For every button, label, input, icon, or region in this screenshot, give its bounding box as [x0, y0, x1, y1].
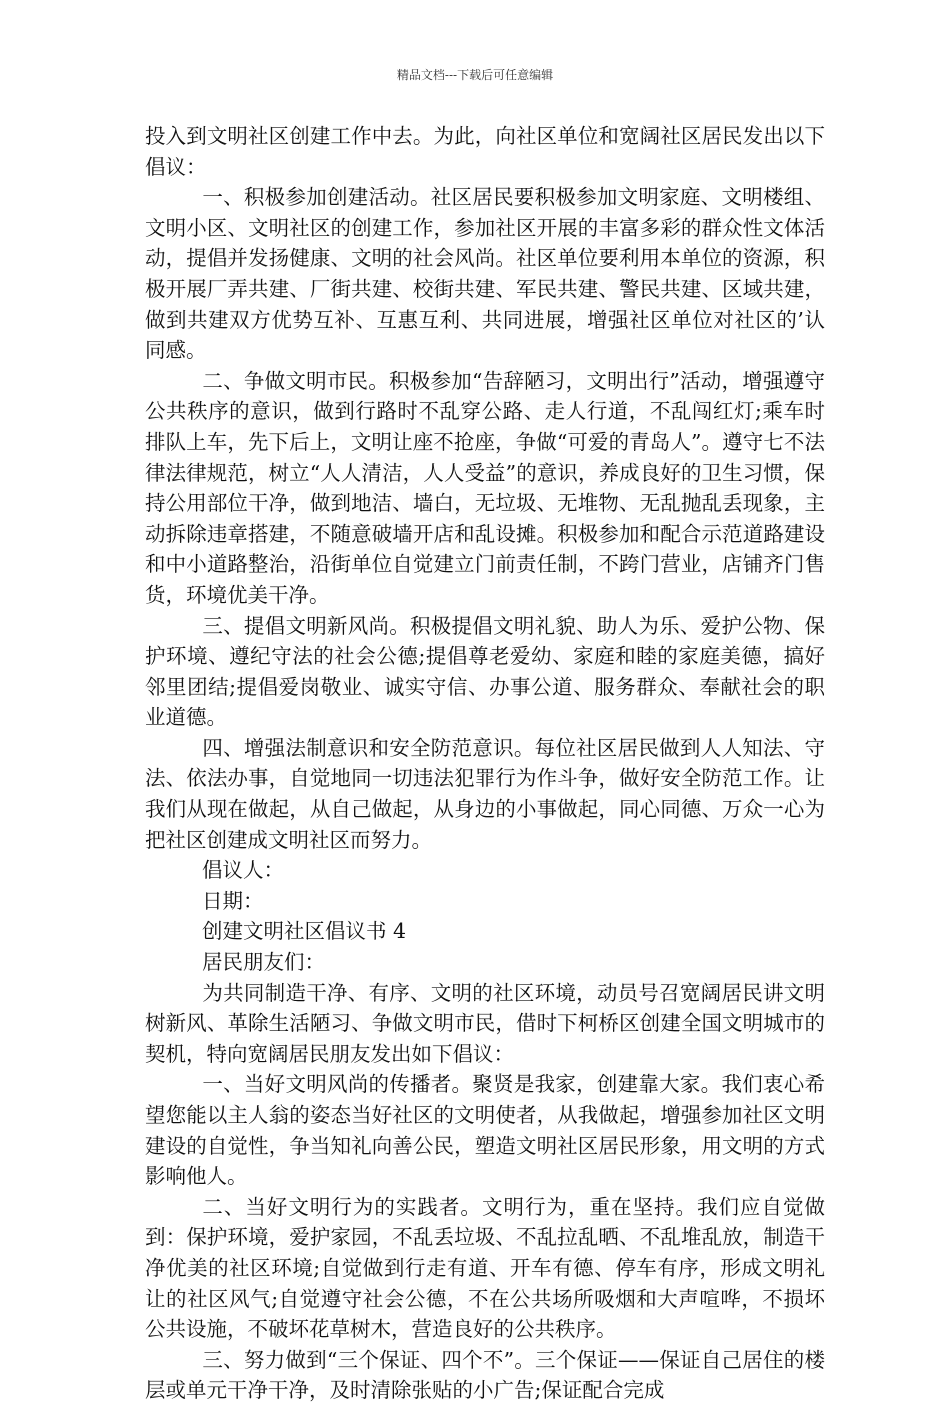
page-header: 精品文档---下载后可任意编辑: [396, 68, 554, 82]
paragraph: 投入到文明社区创建工作中去。为此，向社区单位和宽阔社区居民发出以下倡议：: [145, 124, 825, 179]
salutation: 居民朋友们：: [202, 950, 325, 975]
section-title: 创建文明社区倡议书 4: [202, 919, 407, 944]
date-line: 日期：: [202, 888, 264, 913]
paragraph: 二、争做文明市民。积极参加“告辞陋习，文明出行”活动，增强遵守公共秩序的意识，做到行路时不乱穿公路、走人行道，不乱闯红灯;乘车时排队上车，先下后上，文明让座不抢座，争做“可爱的青岛人”。遵守七不法律法律规范，树立“人人清洁，人人受益”的意识，养成良好的卫生习惯，保持公用部位干净，做到地洁、墙白，无垃圾、无堆物、无乱抛乱丢现象，主动拆除违章搭建，不随意破墙开店和乱设摊。积极参加和配合示范道路建设和中小道路整治，沿街单位自觉建立门前责任制，不跨门营业，店铺齐门售货，环境优美干净。: [145, 368, 825, 607]
paragraph: 二、当好文明行为的实践者。文明行为，重在坚持。我们应自觉做到：保护环境，爱护家园，不乱丢垃圾、不乱拉乱晒、不乱堆乱放，制造干净优美的社区环境;自觉做到行走有道、开车有德、停车有序，形成文明礼让的社区风气;自觉遵守社会公德，不在公共场所吸烟和大声喧哗，不损坏公共设施，不破坏花草树木，营造良好的公共秩序。: [145, 1194, 825, 1342]
paragraph: 一、积极参加创建活动。社区居民要积极参加文明家庭、文明楼组、文明小区、文明社区的创建工作，参加社区开展的丰富多彩的群众性文体活动，提倡并发扬健康、文明的社会风尚。社区单位要利用本单位的资源，积极开展厂弄共建、厂街共建、校街共建、军民共建、警民共建、区域共建，做到共建双方优势互补、互惠互利、共同进展，增强社区单位对社区的’认同感。: [145, 185, 825, 363]
paragraph: 四、增强法制意识和安全防范意识。每位社区居民做到人人知法、守法、依法办事，自觉地同一切违法犯罪行为作斗争，做好安全防范工作。让我们从现在做起，从自己做起，从身边的小事做起，同心同德、万众一心为把社区创建成文明社区而努力。: [145, 735, 825, 852]
paragraph: 一、当好文明风尚的传播者。聚贤是我家，创建靠大家。我们衷心希望您能以主人翁的姿态当好社区的文明使者，从我做起，增强参加社区文明建设的自觉性，争当知礼向善公民，塑造文明社区居民形象，用文明的方式影响他人。: [145, 1072, 825, 1189]
paragraph: 为共同制造干净、有序、文明的社区环境，动员号召宽阔居民讲文明树新风、革除生活陋习、争做文明市民，借时下柯桥区创建全国文明城市的契机，特向宽阔居民朋友发出如下倡议：: [145, 980, 825, 1066]
document-body: [145, 121, 825, 1406]
paragraph: 三、提倡文明新风尚。积极提倡文明礼貌、助人为乐、爱护公物、保护环境、遵纪守法的社会公德;提倡尊老爱幼、家庭和睦的家庭美德，搞好邻里团结;提倡爱岗敬业、诚实守信、办事公道、服务群众、奉献社会的职业道德。: [145, 613, 825, 730]
signature-line: 倡议人：: [202, 858, 284, 883]
paragraph: 三、努力做到“三个保证、四个不”。三个保证——保证自己居住的楼层或单元干净干净，及时清除张贴的小广告;保证配合完成: [145, 1347, 825, 1403]
